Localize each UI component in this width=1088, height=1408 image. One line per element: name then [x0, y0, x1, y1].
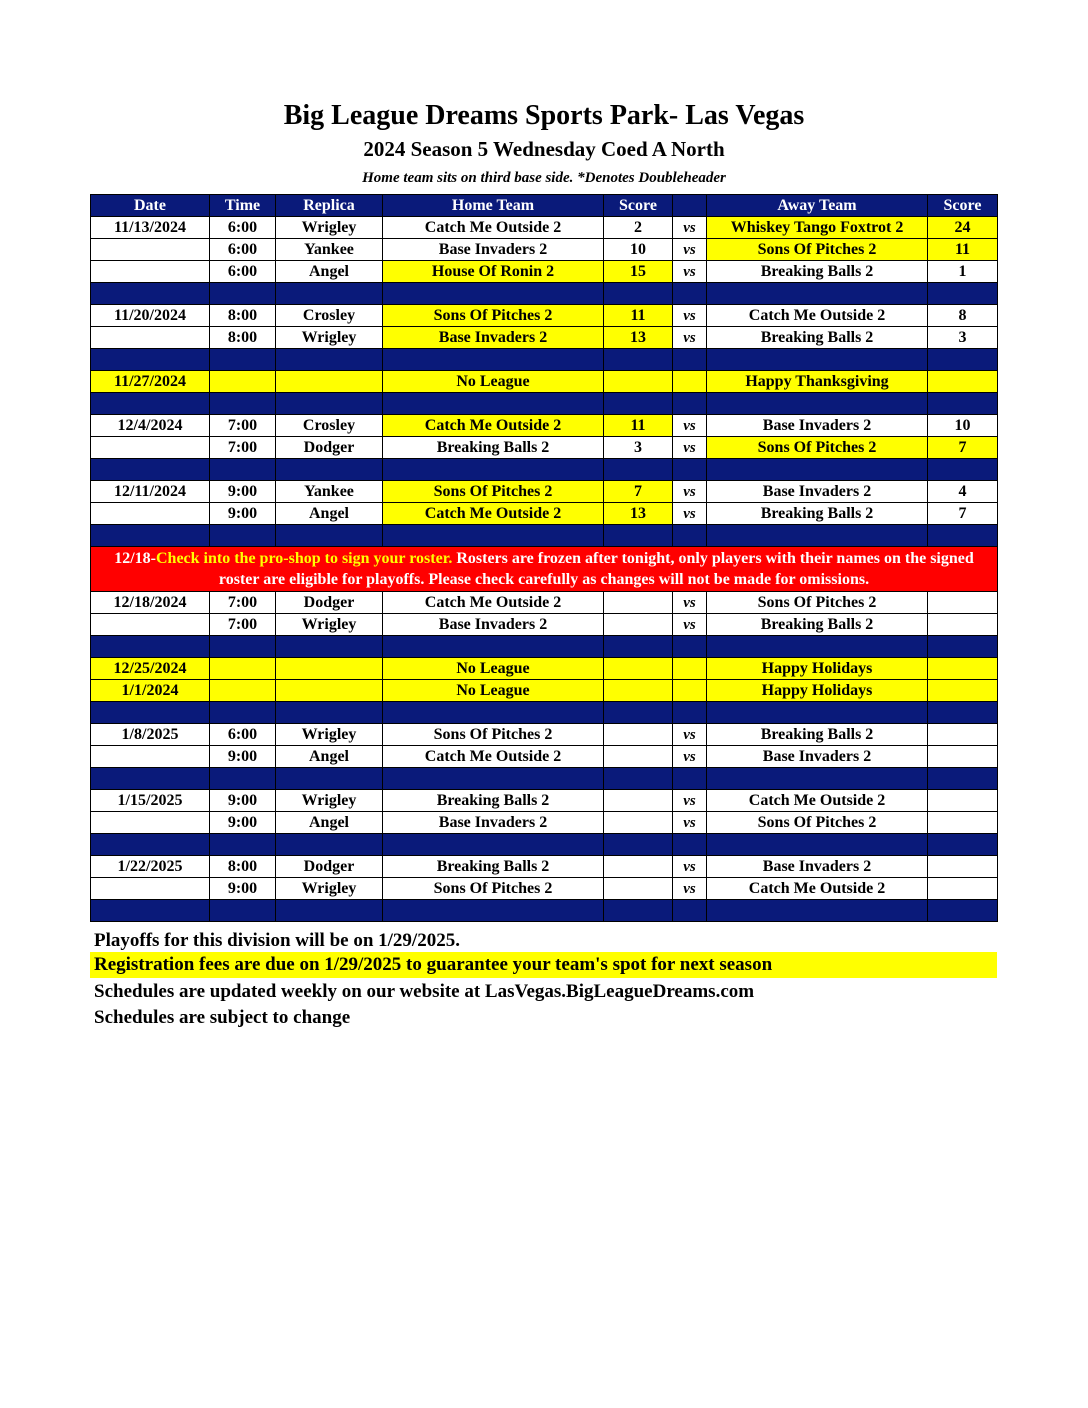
home-score-cell: 3: [604, 437, 673, 459]
time-cell: 7:00: [210, 592, 276, 614]
replica-cell: [276, 371, 383, 393]
separator-cell: [928, 636, 998, 658]
date-cell: 12/25/2024: [91, 658, 210, 680]
separator-cell: [383, 525, 604, 547]
replica-cell: Wrigley: [276, 878, 383, 900]
table-header-row: [91, 195, 998, 217]
separator-cell: [383, 702, 604, 724]
home-score-cell: 11: [604, 415, 673, 437]
time-cell: 8:00: [210, 856, 276, 878]
separator-row: [91, 525, 998, 547]
separator-cell: [210, 702, 276, 724]
separator-cell: [707, 768, 928, 790]
playoffs-note: Playoffs for this division will be on 1/29/2025.: [94, 930, 460, 951]
separator-cell: [604, 768, 673, 790]
vs-cell: vs: [673, 812, 707, 834]
replica-cell: Wrigley: [276, 327, 383, 349]
separator-cell: [673, 349, 707, 371]
separator-cell: [210, 636, 276, 658]
date-cell: [91, 437, 210, 459]
vs-cell: [673, 680, 707, 702]
date-cell: [91, 614, 210, 636]
date-cell: [91, 503, 210, 525]
separator-cell: [604, 525, 673, 547]
home-score-cell: [604, 812, 673, 834]
separator-cell: [673, 900, 707, 922]
away-team-cell: Happy Holidays: [707, 658, 928, 680]
separator-cell: [91, 900, 210, 922]
away-score-cell: 7: [928, 437, 998, 459]
time-cell: 8:00: [210, 327, 276, 349]
home-team-cell: Breaking Balls 2: [383, 856, 604, 878]
replica-cell: Dodger: [276, 592, 383, 614]
col-home-team-header: Home Team: [383, 195, 604, 217]
date-cell: 11/20/2024: [91, 305, 210, 327]
replica-cell: Dodger: [276, 856, 383, 878]
home-team-cell: No League: [383, 371, 604, 393]
separator-cell: [210, 393, 276, 415]
away-score-cell: 24: [928, 217, 998, 239]
replica-cell: Angel: [276, 746, 383, 768]
separator-cell: [210, 834, 276, 856]
replica-cell: Yankee: [276, 239, 383, 261]
time-cell: 9:00: [210, 481, 276, 503]
separator-cell: [276, 459, 383, 481]
seating-note: Home team sits on third base side. *Denotes Doubleheader: [362, 170, 726, 186]
schedule-body: [91, 217, 998, 922]
game-row: [91, 437, 998, 459]
replica-cell: [276, 680, 383, 702]
away-score-cell: 10: [928, 415, 998, 437]
game-row: [91, 239, 998, 261]
game-row: [91, 261, 998, 283]
separator-cell: [383, 636, 604, 658]
time-cell: 7:00: [210, 614, 276, 636]
vs-cell: vs: [673, 217, 707, 239]
time-cell: 6:00: [210, 217, 276, 239]
separator-cell: [276, 525, 383, 547]
separator-cell: [91, 525, 210, 547]
roster-note-date: 12/18-: [114, 550, 156, 567]
replica-cell: Angel: [276, 503, 383, 525]
away-score-cell: 8: [928, 305, 998, 327]
date-cell: [91, 812, 210, 834]
separator-cell: [604, 459, 673, 481]
away-team-cell: Breaking Balls 2: [707, 261, 928, 283]
separator-cell: [276, 393, 383, 415]
game-row: [91, 614, 998, 636]
separator-cell: [673, 702, 707, 724]
separator-cell: [604, 349, 673, 371]
separator-cell: [928, 702, 998, 724]
away-score-cell: [928, 812, 998, 834]
separator-cell: [91, 349, 210, 371]
away-score-cell: 7: [928, 503, 998, 525]
replica-cell: Wrigley: [276, 217, 383, 239]
away-score-cell: [928, 680, 998, 702]
col-home-score-header: Score: [604, 195, 673, 217]
vs-cell: vs: [673, 481, 707, 503]
separator-cell: [928, 349, 998, 371]
separator-cell: [707, 525, 928, 547]
replica-cell: Angel: [276, 812, 383, 834]
separator-cell: [383, 834, 604, 856]
no-league-row: [91, 371, 998, 393]
away-score-cell: 4: [928, 481, 998, 503]
away-team-cell: Breaking Balls 2: [707, 724, 928, 746]
date-cell: 1/22/2025: [91, 856, 210, 878]
separator-cell: [604, 393, 673, 415]
separator-cell: [91, 459, 210, 481]
separator-row: [91, 768, 998, 790]
separator-cell: [673, 283, 707, 305]
separator-cell: [383, 283, 604, 305]
date-cell: [91, 746, 210, 768]
separator-cell: [383, 393, 604, 415]
separator-cell: [604, 834, 673, 856]
page-subtitle: 2024 Season 5 Wednesday Coed A North: [363, 137, 725, 161]
home-team-cell: Base Invaders 2: [383, 614, 604, 636]
away-team-cell: Catch Me Outside 2: [707, 790, 928, 812]
separator-cell: [91, 768, 210, 790]
time-cell: 6:00: [210, 724, 276, 746]
date-cell: 11/13/2024: [91, 217, 210, 239]
home-team-cell: Base Invaders 2: [383, 239, 604, 261]
roster-note-highlight: Check into the pro-shop to sign your roster.: [156, 550, 453, 567]
home-score-cell: [604, 658, 673, 680]
col-date-header: Date: [91, 195, 210, 217]
home-score-cell: 11: [604, 305, 673, 327]
time-cell: 7:00: [210, 437, 276, 459]
home-team-cell: Catch Me Outside 2: [383, 746, 604, 768]
separator-cell: [276, 900, 383, 922]
separator-cell: [673, 834, 707, 856]
separator-cell: [383, 459, 604, 481]
vs-cell: [673, 658, 707, 680]
time-cell: [210, 371, 276, 393]
away-score-cell: [928, 592, 998, 614]
game-row: [91, 746, 998, 768]
replica-cell: Wrigley: [276, 724, 383, 746]
separator-cell: [673, 393, 707, 415]
away-team-cell: Base Invaders 2: [707, 415, 928, 437]
replica-cell: Wrigley: [276, 790, 383, 812]
away-team-cell: Happy Thanksgiving: [707, 371, 928, 393]
website-note: Schedules are updated weekly on our website at LasVegas.BigLeagueDreams.com: [94, 981, 755, 1002]
home-team-cell: Sons Of Pitches 2: [383, 481, 604, 503]
date-cell: 1/15/2025: [91, 790, 210, 812]
separator-cell: [91, 393, 210, 415]
home-score-cell: [604, 878, 673, 900]
game-row: [91, 812, 998, 834]
home-team-cell: Sons Of Pitches 2: [383, 878, 604, 900]
vs-cell: vs: [673, 856, 707, 878]
home-team-cell: Catch Me Outside 2: [383, 503, 604, 525]
separator-cell: [707, 459, 928, 481]
separator-cell: [928, 900, 998, 922]
vs-cell: vs: [673, 614, 707, 636]
home-score-cell: [604, 790, 673, 812]
home-score-cell: [604, 371, 673, 393]
home-team-cell: Catch Me Outside 2: [383, 217, 604, 239]
subject-to-change-note: Schedules are subject to change: [94, 1007, 351, 1028]
replica-cell: Yankee: [276, 481, 383, 503]
separator-cell: [276, 636, 383, 658]
game-row: [91, 217, 998, 239]
separator-cell: [91, 702, 210, 724]
separator-cell: [707, 834, 928, 856]
away-team-cell: Sons Of Pitches 2: [707, 437, 928, 459]
separator-cell: [707, 636, 928, 658]
replica-cell: Crosley: [276, 305, 383, 327]
time-cell: 9:00: [210, 878, 276, 900]
time-cell: 9:00: [210, 746, 276, 768]
vs-cell: vs: [673, 261, 707, 283]
separator-cell: [928, 834, 998, 856]
game-row: [91, 503, 998, 525]
date-cell: 12/18/2024: [91, 592, 210, 614]
home-team-cell: House Of Ronin 2: [383, 261, 604, 283]
away-score-cell: 11: [928, 239, 998, 261]
separator-cell: [707, 349, 928, 371]
separator-cell: [707, 900, 928, 922]
vs-cell: vs: [673, 746, 707, 768]
separator-cell: [210, 900, 276, 922]
game-row: [91, 790, 998, 812]
separator-cell: [276, 768, 383, 790]
home-team-cell: Breaking Balls 2: [383, 790, 604, 812]
no-league-row: [91, 680, 998, 702]
date-cell: 1/8/2025: [91, 724, 210, 746]
game-row: [91, 724, 998, 746]
date-cell: [91, 327, 210, 349]
away-score-cell: [928, 371, 998, 393]
date-cell: 12/4/2024: [91, 415, 210, 437]
time-cell: 9:00: [210, 503, 276, 525]
away-team-cell: Breaking Balls 2: [707, 614, 928, 636]
home-team-cell: No League: [383, 658, 604, 680]
home-team-cell: Sons Of Pitches 2: [383, 724, 604, 746]
home-team-cell: No League: [383, 680, 604, 702]
separator-cell: [276, 834, 383, 856]
away-score-cell: [928, 878, 998, 900]
home-score-cell: 13: [604, 327, 673, 349]
schedule-table: [90, 194, 998, 922]
replica-cell: [276, 658, 383, 680]
time-cell: [210, 658, 276, 680]
roster-deadline-row: [91, 547, 998, 592]
away-team-cell: Base Invaders 2: [707, 856, 928, 878]
time-cell: 9:00: [210, 790, 276, 812]
vs-cell: vs: [673, 305, 707, 327]
date-cell: [91, 239, 210, 261]
vs-cell: vs: [673, 724, 707, 746]
game-row: [91, 878, 998, 900]
separator-cell: [210, 525, 276, 547]
home-score-cell: 15: [604, 261, 673, 283]
vs-cell: vs: [673, 878, 707, 900]
game-row: [91, 856, 998, 878]
game-row: [91, 481, 998, 503]
home-team-cell: Catch Me Outside 2: [383, 415, 604, 437]
away-score-cell: [928, 790, 998, 812]
separator-cell: [928, 768, 998, 790]
separator-cell: [604, 283, 673, 305]
away-team-cell: Whiskey Tango Foxtrot 2: [707, 217, 928, 239]
away-team-cell: Base Invaders 2: [707, 481, 928, 503]
separator-cell: [673, 768, 707, 790]
separator-cell: [383, 349, 604, 371]
page-title: Big League Dreams Sports Park- Las Vegas: [283, 100, 805, 131]
time-cell: 9:00: [210, 812, 276, 834]
separator-cell: [210, 459, 276, 481]
away-score-cell: [928, 724, 998, 746]
home-score-cell: [604, 856, 673, 878]
home-team-cell: Breaking Balls 2: [383, 437, 604, 459]
col-replica-header: Replica: [276, 195, 383, 217]
vs-cell: vs: [673, 327, 707, 349]
separator-cell: [604, 636, 673, 658]
away-score-cell: [928, 746, 998, 768]
home-team-cell: Base Invaders 2: [383, 327, 604, 349]
away-team-cell: Catch Me Outside 2: [707, 305, 928, 327]
home-score-cell: [604, 680, 673, 702]
home-score-cell: 10: [604, 239, 673, 261]
vs-cell: vs: [673, 790, 707, 812]
vs-cell: vs: [673, 503, 707, 525]
separator-cell: [210, 349, 276, 371]
separator-row: [91, 834, 998, 856]
separator-cell: [928, 283, 998, 305]
game-row: [91, 305, 998, 327]
date-cell: 1/1/2024: [91, 680, 210, 702]
separator-cell: [673, 636, 707, 658]
separator-cell: [276, 349, 383, 371]
vs-cell: vs: [673, 437, 707, 459]
home-score-cell: [604, 592, 673, 614]
date-cell: 12/11/2024: [91, 481, 210, 503]
vs-cell: vs: [673, 239, 707, 261]
away-team-cell: Happy Holidays: [707, 680, 928, 702]
separator-row: [91, 459, 998, 481]
col-time-header: Time: [210, 195, 276, 217]
separator-cell: [91, 283, 210, 305]
home-score-cell: 7: [604, 481, 673, 503]
separator-row: [91, 900, 998, 922]
separator-cell: [707, 702, 928, 724]
time-cell: 6:00: [210, 261, 276, 283]
game-row: [91, 327, 998, 349]
replica-cell: Crosley: [276, 415, 383, 437]
replica-cell: Angel: [276, 261, 383, 283]
away-team-cell: Sons Of Pitches 2: [707, 592, 928, 614]
away-team-cell: Sons Of Pitches 2: [707, 812, 928, 834]
separator-cell: [210, 283, 276, 305]
roster-note-text: Rosters are frozen after tonight, only players with their names on the signed roster are eligible for playoffs. Please check carefully as changes will not be made for omissions.: [218, 550, 974, 588]
vs-cell: vs: [673, 592, 707, 614]
game-row: [91, 592, 998, 614]
vs-cell: [673, 371, 707, 393]
separator-cell: [383, 900, 604, 922]
home-team-cell: Base Invaders 2: [383, 812, 604, 834]
separator-cell: [673, 459, 707, 481]
home-score-cell: [604, 746, 673, 768]
home-score-cell: 13: [604, 503, 673, 525]
separator-row: [91, 702, 998, 724]
separator-cell: [91, 636, 210, 658]
away-score-cell: 1: [928, 261, 998, 283]
roster-deadline-note: [91, 547, 998, 592]
col-away-team-header: Away Team: [707, 195, 928, 217]
separator-cell: [383, 768, 604, 790]
separator-row: [91, 393, 998, 415]
separator-cell: [276, 283, 383, 305]
separator-cell: [210, 768, 276, 790]
separator-row: [91, 636, 998, 658]
replica-cell: Wrigley: [276, 614, 383, 636]
away-team-cell: Sons Of Pitches 2: [707, 239, 928, 261]
col-away-score-header: Score: [928, 195, 998, 217]
home-score-cell: [604, 614, 673, 636]
home-score-cell: [604, 724, 673, 746]
date-cell: 11/27/2024: [91, 371, 210, 393]
time-cell: 7:00: [210, 415, 276, 437]
date-cell: [91, 878, 210, 900]
time-cell: 6:00: [210, 239, 276, 261]
away-score-cell: [928, 658, 998, 680]
separator-cell: [928, 459, 998, 481]
away-team-cell: Breaking Balls 2: [707, 503, 928, 525]
away-team-cell: Breaking Balls 2: [707, 327, 928, 349]
col-vs-header: [673, 195, 707, 217]
away-team-cell: Base Invaders 2: [707, 746, 928, 768]
time-cell: 8:00: [210, 305, 276, 327]
away-score-cell: [928, 856, 998, 878]
no-league-row: [91, 658, 998, 680]
separator-cell: [928, 393, 998, 415]
away-score-cell: 3: [928, 327, 998, 349]
separator-row: [91, 283, 998, 305]
game-row: [91, 415, 998, 437]
separator-cell: [673, 525, 707, 547]
registration-note: Registration fees are due on 1/29/2025 to guarantee your team's spot for next season: [90, 952, 997, 978]
separator-row: [91, 349, 998, 371]
away-score-cell: [928, 614, 998, 636]
replica-cell: Dodger: [276, 437, 383, 459]
separator-cell: [276, 702, 383, 724]
home-team-cell: Catch Me Outside 2: [383, 592, 604, 614]
separator-cell: [928, 525, 998, 547]
home-score-cell: 2: [604, 217, 673, 239]
separator-cell: [604, 900, 673, 922]
separator-cell: [604, 702, 673, 724]
away-team-cell: Catch Me Outside 2: [707, 878, 928, 900]
separator-cell: [707, 283, 928, 305]
separator-cell: [707, 393, 928, 415]
home-team-cell: Sons Of Pitches 2: [383, 305, 604, 327]
time-cell: [210, 680, 276, 702]
separator-cell: [91, 834, 210, 856]
vs-cell: vs: [673, 415, 707, 437]
date-cell: [91, 261, 210, 283]
